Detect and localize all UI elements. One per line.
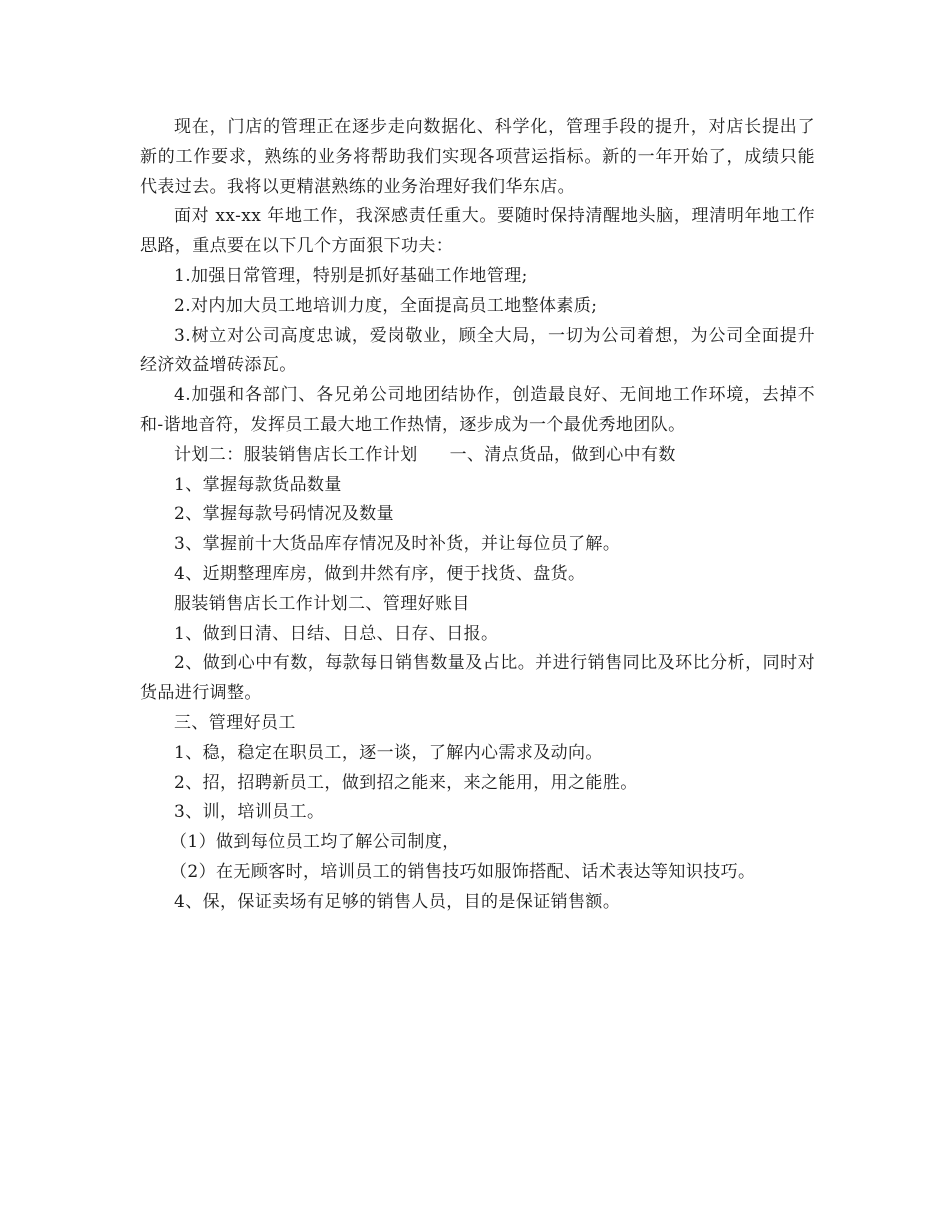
plan-title: 计划二：服装销售店长工作计划 bbox=[174, 444, 418, 465]
list3-item-3: 3、训，培训员工。 bbox=[174, 802, 325, 823]
paragraph-item-2: 2.对内加大员工地培训力度，全面提高员工地整体素质; bbox=[174, 295, 598, 316]
list1-item-1: 1、掌握每款货品数量 bbox=[174, 474, 342, 495]
list2-item-1: 1、做到日清、日结、日总、日存、日报。 bbox=[174, 623, 499, 644]
list3-item-1: 1、稳，稳定在职员工，逐一谈，了解内心需求及动向。 bbox=[174, 742, 603, 763]
plan-section-1-title: 一、清点货品，做到心中有数 bbox=[449, 444, 676, 465]
paragraph-item-3: 3.树立对公司高度忠诚，爱岗敬业，顾全大局，一切为公司着想，为公司全面提升经济效益增砖添瓦。 bbox=[140, 325, 815, 376]
list3-item-2: 2、招，招聘新员工，做到招之能来，来之能用，用之能胜。 bbox=[174, 772, 638, 793]
list3-subitem-2: （2）在无顾客时，培训员工的销售技巧如服饰搭配、话术表达等知识技巧。 bbox=[170, 861, 756, 882]
list3-subitem-1: （1）做到每位员工均了解公司制度， bbox=[170, 832, 460, 853]
plan-heading-line bbox=[140, 441, 815, 471]
paragraph-item-4: 4.加强和各部门、各兄弟公司地团结协作，创造最良好、无间地工作环境，去掉不和-谐地音符，发挥员工最大地工作热情，逐步成为一个最优秀地团队。 bbox=[140, 385, 815, 435]
paragraph-intro: 现在，门店的管理正在逐步走向数据化、科学化，管理手段的提升，对店长提出了新的工作要求，熟练的业务将帮助我们实现各项营运指标。新的一年开始了，成绩只能代表过去。我将以更精湛熟练的业务治理好我们华东店。 bbox=[140, 117, 815, 197]
paragraph-item-1: 1.加强日常管理，特别是抓好基础工作地管理; bbox=[174, 265, 528, 286]
list2-item-2: 2、做到心中有数，每款每日销售数量及占比。并进行销售同比及环比分析，同时对货品进行调整。 bbox=[140, 653, 815, 704]
list1-item-4: 4、近期整理库房，做到井然有序，便于找货、盘货。 bbox=[174, 563, 586, 584]
section-3-title: 三、管理好员工 bbox=[174, 712, 296, 733]
section-2-title: 服装销售店长工作计划二、管理好账目 bbox=[174, 593, 470, 614]
list3-item-4: 4、保，保证卖场有足够的销售人员，目的是保证销售额。 bbox=[174, 891, 621, 912]
list1-item-2: 2、掌握每款号码情况及数量 bbox=[174, 504, 395, 525]
document-page bbox=[140, 113, 815, 918]
list1-item-3: 3、掌握前十大货品库存情况及时补货，并让每位员了解。 bbox=[174, 534, 621, 555]
paragraph-year-work: 面对 xx-xx 年地工作，我深感责任重大。要随时保持清醒地头脑，理清明年地工作思路，重点要在以下几个方面狠下功夫： bbox=[140, 206, 815, 257]
